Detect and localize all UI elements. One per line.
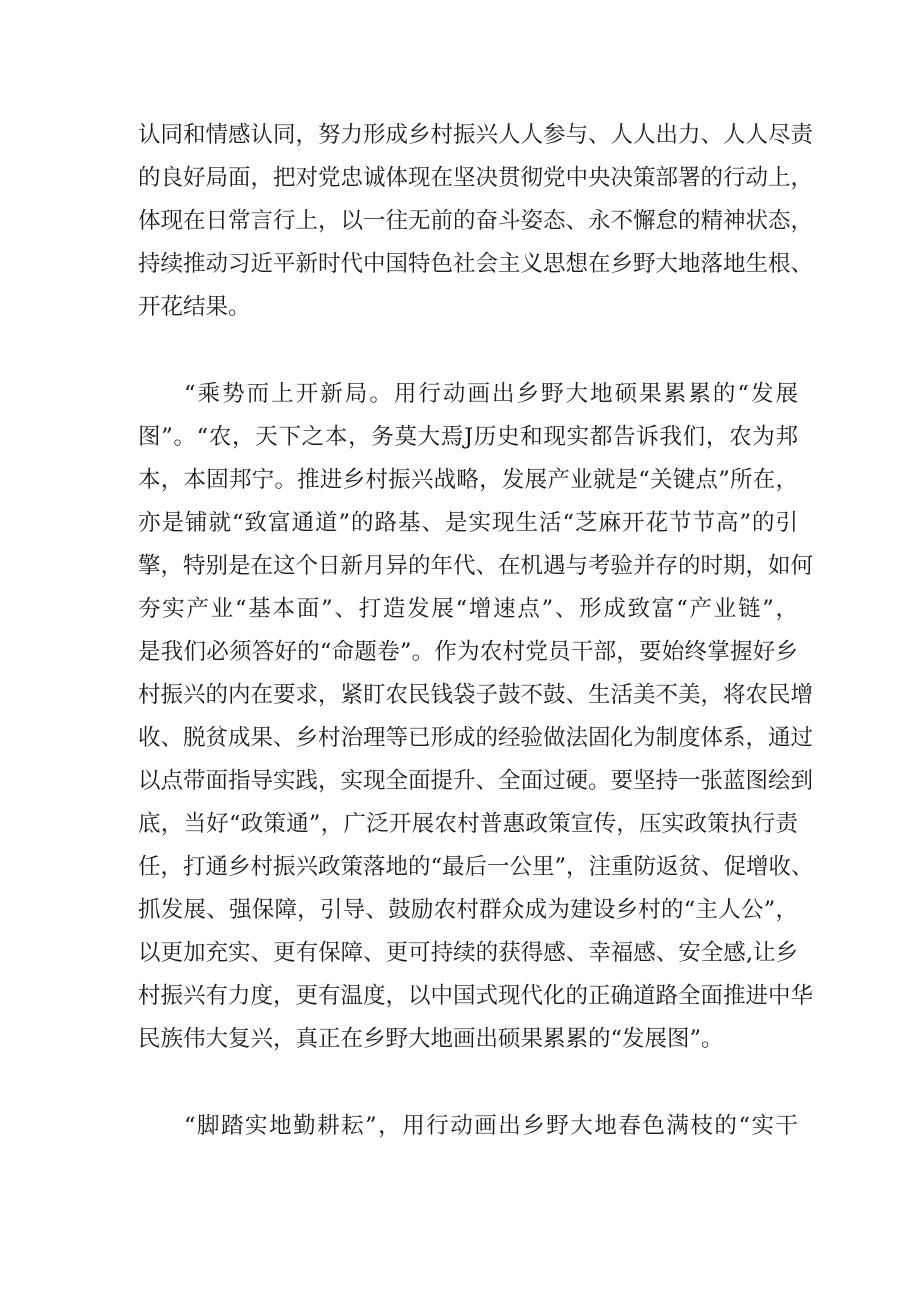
text-line: 图”。“农，天下之本，务莫大焉J历史和现实都告诉我们，农为邦 xyxy=(138,424,798,450)
text-line: 擎，特别是在这个日新月异的年代、在机遇与考验并存的时期，如何 xyxy=(138,553,814,579)
text-line: 抓发展、强保障，引导、鼓励农村群众成为建设乡村的“主人公”， xyxy=(138,897,798,923)
text-line: 以更加充实、更有保障、更可持续的获得感、幸福感、安全感,让乡 xyxy=(138,940,798,966)
text-line: 持续推动习近平新时代中国特色社会主义思想在乡野大地落地生根、 xyxy=(138,251,814,277)
text-line: 亦是铺就“致富通道”的路基、是实现生活“芝麻开花节节高”的引 xyxy=(138,510,798,536)
text-line: 村振兴有力度，更有温度，以中国式现代化的正确道路全面推进中华 xyxy=(138,983,814,1009)
text-line: 本，本固邦宁。推进乡村振兴战略，发展产业就是“关键点”所在， xyxy=(138,467,798,493)
text-line: 的良好局面，把对党忠诚体现在坚决贯彻党中央决策部署的行动上， xyxy=(138,165,814,191)
text-line: 认同和情感认同，努力形成乡村振兴人人参与、人人出力、人人尽责 xyxy=(138,122,814,148)
text-line: 开花结果。 xyxy=(138,294,251,320)
text-line: 夯实产业“基本面”、打造发展“增速点”、形成致富“产业链”， xyxy=(138,596,798,622)
text-line: 村振兴的内在要求，紧盯农民钱袋子鼓不鼓、生活美不美，将农民增 xyxy=(138,682,814,708)
text-line: “脚踏实地勤耕耘”，用行动画出乡野大地春色满枝的“实干 xyxy=(184,1113,798,1139)
text-line: 底，当好“政策通”，广泛开展农村普惠政策宣传，压实政策执行责 xyxy=(138,811,798,837)
text-line: 是我们必须答好的“命题卷”。作为农村党员干部，要始终掌握好乡 xyxy=(138,639,798,665)
text-line: 任，打通乡村振兴政策落地的“最后一公里”，注重防返贫、促增收、 xyxy=(138,854,814,880)
text-line: 收、脱贫成果、乡村治理等已形成的经验做法固化为制度体系，通过 xyxy=(138,725,814,751)
text-line: “乘势而上开新局。用行动画出乡野大地硕果累累的“发展 xyxy=(184,381,798,407)
text-line: 以点带面指导实践，实现全面提升、全面过硬。要坚持一张蓝图绘到 xyxy=(138,768,814,794)
text-line: 体现在日常言行上，以一往无前的奋斗姿态、永不懈怠的精神状态， xyxy=(138,208,814,234)
text-line: 民族伟大复兴，真正在乡野大地画出硕果累累的“发展图”。 xyxy=(138,1026,724,1052)
